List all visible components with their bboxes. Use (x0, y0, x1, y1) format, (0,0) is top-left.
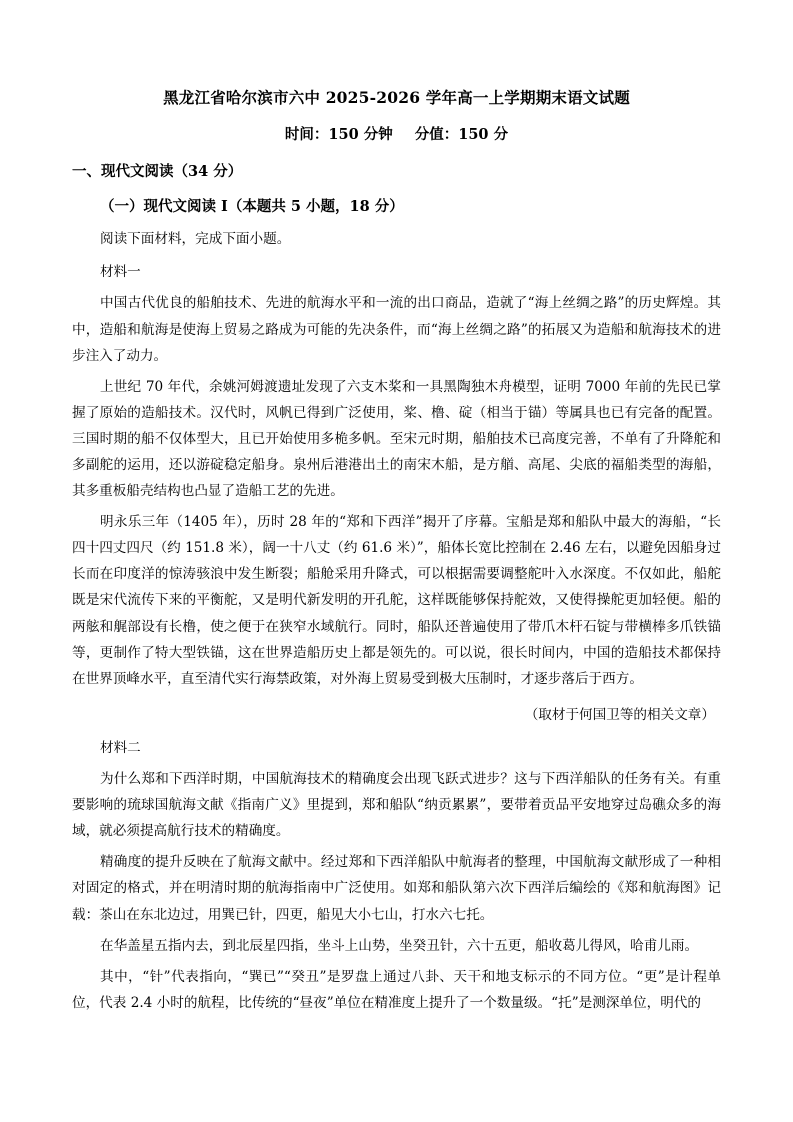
material-one-paragraph-2: 上世纪 70 年代，余姚河姆渡遗址发现了六支木桨和一具黑陶独木舟模型，证明 7000 年前的先民已掌握了原始的造船技术。汉代时，风帆已得到广泛使用，桨、橹、碇（相当于锚）等属具也已有完备的配置。三国时期的船不仅体型大，且已开始使用多桅多帆。至宋元时期，船舶技术已高度完善，不单有了升降舵和多副舵的运用，还以游碇稳定船身。泉州后港港出土的南宋木船，是方艏、高尾、尖底的福船类型的海船，其多重板船壳结构也凸显了造船工艺的先进。 (72, 378, 721, 500)
exam-meta (72, 123, 721, 146)
material-one-paragraph-3: 明永乐三年（1405 年），历时 28 年的“郑和下西洋”揭开了序幕。宝船是郑和船队中最大的海船，“长四十四丈四尺（约 151.8 米），阔一十八丈（约 61.6 米）”，船体长宽比控制在 2.46 左右，以避免因船身过长而在印度洋的惊涛骇浪中发生断裂；船舱采用升降式，可以根据需要调整舵叶入水深度。不仅如此，船舵既是宋代流传下来的平衡舵，又是明代新发明的开孔舵，这样既能够保持舵效，又使得操舵更加轻便。船的两舷和艉部设有长橹，使之便于在狭窄水域航行。同时，船队还普遍使用了带爪木杆石锭与带横棒多爪铁锚等，更制作了特大型铁锚，这在世界造船历史上都是领先的。可以说，很长时间内，中国的造船技术都保持在世界顶峰水平，直至清代实行海禁政策，对外海上贸易受到极大压制时，才逐步落后于西方。 (72, 514, 721, 687)
section-heading-one: 一、现代文阅读（34 分） (72, 162, 243, 180)
material-two-paragraph-1: 为什么郑和下西洋时期，中国航海技术的精确度会出现飞跃式进步？这与下西洋船队的任务有关。有重要影响的琉球国航海文献《指南广义》里提到，郑和船队“纳贡累累”，要带着贡品平安地穿过岛礁众多的海域，就必须提高航行技术的精确度。 (72, 771, 721, 840)
exam-score: 分值：150 分 (414, 125, 509, 143)
material-two-paragraph-3: 在华盖星五指内去，到北辰星四指，坐斗上山势，坐癸丑针，六十五更，船收葛儿得风，哈甫儿雨。 (100, 937, 699, 954)
page-title: 黑龙江省哈尔滨市六中 2025-2026 学年高一上学期期末语文试题 (163, 88, 630, 107)
material-one-label: 材料一 (100, 264, 141, 281)
material-one-source: （取材于何国卫等的相关文章） (524, 706, 715, 723)
exam-time: 时间：150 分钟 (284, 125, 393, 143)
material-one-paragraph-1: 中国古代优良的船舶技术、先进的航海水平和一流的出口商品，造就了“海上丝绸之路”的历史辉煌。其中，造船和航海是使海上贸易之路成为可能的先决条件，而“海上丝绸之路”的拓展又为造船和航海技术的进步注入了动力。 (72, 295, 721, 364)
instruction-text: 阅读下面材料，完成下面小题。 (100, 231, 291, 248)
material-two-paragraph-2: 精确度的提升反映在了航海文献中。经过郑和下西洋船队中航海者的整理，中国航海文献形成了一种相对固定的格式，并在明清时期的航海指南中广泛使用。如郑和船队第六次下西洋后编绘的《郑和航海图》记载：茶山在东北边过，用巽已针，四更，船见大小七山，打水六七托。 (72, 854, 721, 923)
subsection-heading-one: （一）现代文阅读 I（本题共 5 小题，18 分） (100, 197, 404, 215)
material-two-paragraph-4: 其中，“针”代表指向，“巽已”“癸丑”是罗盘上通过八卦、天干和地支标示的不同方位。“更”是计程单位，代表 2.4 小时的航程，比传统的“昼夜”单位在精准度上提升了一个数量级。“托”是测深单位，明代的 (72, 968, 721, 1011)
material-two-label: 材料二 (100, 739, 141, 756)
